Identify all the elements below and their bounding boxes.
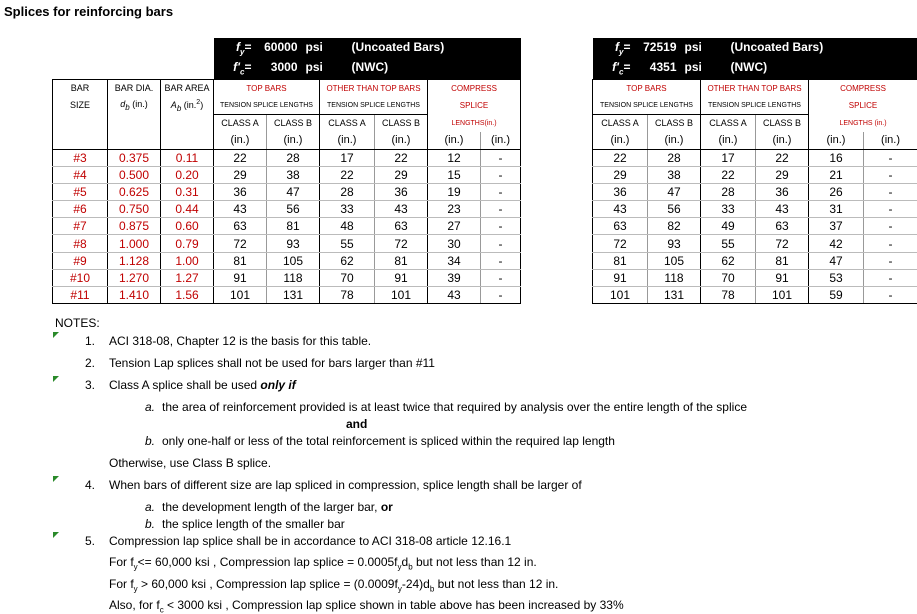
top-class-b-cell: 93 (267, 235, 320, 252)
other-class-a-cell: 22 (701, 167, 756, 184)
class-a-top: CLASS A (593, 115, 648, 133)
top-class-a-cell: 22 (593, 150, 648, 167)
bar-size-cell: #6 (53, 201, 108, 218)
table-row (593, 269, 917, 286)
other-class-b-cell: 81 (375, 252, 428, 269)
other-bars-header: OTHER THAN TOP BARS (701, 80, 809, 98)
compress-cell-2: - (864, 252, 917, 269)
note-5-line1: For $f_y<= 60,000$ ksi , Compression lap splice = $0.0005f_yd_b$ but not less than 12 in. (109, 555, 537, 571)
note-3: Class A splice shall be used only if (109, 378, 296, 392)
compress-cell: 23 (428, 201, 481, 218)
top-class-b-cell: 47 (267, 184, 320, 201)
compress-cell-2: - (481, 269, 521, 286)
compress-cell-2: - (864, 269, 917, 286)
class-a-top: CLASS A (214, 115, 267, 133)
bar-area-cell: 0.60 (161, 218, 214, 235)
note-2: Tension Lap splices shall not be used for bars larger than #11 (109, 356, 435, 370)
unit-in: (in.) (320, 132, 375, 150)
top-class-a-cell: 22 (214, 150, 267, 167)
table-row (53, 252, 521, 269)
table-row (593, 167, 917, 184)
bar-size-cell: #9 (53, 252, 108, 269)
note-3-and: and (346, 417, 367, 431)
class-b-top: CLASS B (648, 115, 701, 133)
top-class-a-cell: 72 (593, 235, 648, 252)
compress-cell-2: - (864, 286, 917, 303)
flag-icon (53, 376, 59, 382)
compress-cell: 15 (428, 167, 481, 184)
compress-splice-header: SPLICE (809, 97, 917, 115)
fc-header: $f'_c= 3000$ psi (NWC) (214, 59, 521, 80)
bar-size-cell: #8 (53, 235, 108, 252)
fc-header: $f'_c= 4351$ psi (NWC) (593, 59, 917, 80)
note-3b: only one-half or less of the total reinforcement is spliced within the required lap length (162, 434, 615, 448)
top-class-b-cell: 82 (648, 218, 701, 235)
bar-area-cell: 0.44 (161, 201, 214, 218)
table-row (593, 252, 917, 269)
compress-cell-2: - (481, 201, 521, 218)
class-a-other: CLASS A (320, 115, 375, 133)
note-letter: a. (145, 500, 155, 514)
note-4a: the development length of the larger bar, or (162, 500, 393, 514)
note-3-otherwise: Otherwise, use Class B splice. (109, 456, 271, 470)
table-row (53, 201, 521, 218)
compress-cell-2: - (481, 235, 521, 252)
page-title: Splices for reinforcing bars (4, 4, 173, 19)
bar-size-cell: #5 (53, 184, 108, 201)
other-class-b-cell: 81 (756, 252, 809, 269)
bar-size-cell: #7 (53, 218, 108, 235)
compress-cell: 34 (428, 252, 481, 269)
top-class-a-cell: 63 (214, 218, 267, 235)
table-row (53, 184, 521, 201)
note-5: Compression lap splice shall be in accordance to ACI 318-08 article 12.16.1 (109, 534, 511, 548)
other-class-a-cell: 70 (320, 269, 375, 286)
other-class-a-cell: 22 (320, 167, 375, 184)
top-class-b-cell: 47 (648, 184, 701, 201)
other-class-a-cell: 55 (701, 235, 756, 252)
bar-dia-cell: 1.410 (108, 286, 161, 303)
note-letter: b. (145, 517, 155, 531)
note-number: 4. (85, 478, 95, 492)
top-class-b-cell: 93 (648, 235, 701, 252)
col-dia-unit: $d_b$ (in.) (108, 97, 161, 115)
other-class-a-cell: 62 (701, 252, 756, 269)
other-class-a-cell: 33 (701, 201, 756, 218)
note-letter: a. (145, 400, 155, 414)
compress-cell-2: - (864, 150, 917, 167)
other-class-a-cell: 55 (320, 235, 375, 252)
other-class-a-cell: 33 (320, 201, 375, 218)
note-4b: the splice length of the smaller bar (162, 517, 345, 531)
top-class-a-cell: 43 (593, 201, 648, 218)
table-row (53, 269, 521, 286)
bar-dia-cell: 1.128 (108, 252, 161, 269)
table-row (53, 235, 521, 252)
compress-cell-2: - (481, 167, 521, 184)
compress-cell: 16 (809, 150, 864, 167)
flag-icon (53, 332, 59, 338)
top-class-b-cell: 118 (267, 269, 320, 286)
top-class-a-cell: 81 (214, 252, 267, 269)
other-class-b-cell: 101 (756, 286, 809, 303)
col-area-unit: $A_b$ (in.$^2$) (161, 97, 214, 115)
top-class-a-cell: 29 (214, 167, 267, 184)
compress-cell-2: - (481, 184, 521, 201)
top-class-a-cell: 91 (214, 269, 267, 286)
unit-in: (in.) (648, 132, 701, 150)
table-row (593, 150, 917, 167)
top-class-a-cell: 72 (214, 235, 267, 252)
top-bars-header: TOP BARS (214, 80, 320, 98)
compress-cell: 39 (428, 269, 481, 286)
compress-cell-2: - (481, 150, 521, 167)
top-bars-header: TOP BARS (593, 80, 701, 98)
top-class-b-cell: 38 (267, 167, 320, 184)
table-row (53, 150, 521, 167)
col-bar-header: BAR (53, 80, 108, 98)
compress-cell: 12 (428, 150, 481, 167)
splice-table-right (592, 38, 917, 304)
top-class-b-cell: 81 (267, 218, 320, 235)
bar-dia-cell: 0.875 (108, 218, 161, 235)
compress-cell: 27 (428, 218, 481, 235)
compress-cell: 42 (809, 235, 864, 252)
other-class-b-cell: 36 (756, 184, 809, 201)
note-5-line3: Also, for $f_c < 3000$ ksi , Compression lap splice shown in table above has been increased by 33% (109, 598, 624, 614)
compress-cell: 21 (809, 167, 864, 184)
top-class-b-cell: 38 (648, 167, 701, 184)
unit-in: (in.) (864, 132, 917, 150)
other-class-b-cell: 72 (756, 235, 809, 252)
table-row (593, 201, 917, 218)
compress-cell: 30 (428, 235, 481, 252)
compress-cell-2: - (481, 286, 521, 303)
splice-table-left (52, 38, 521, 304)
other-class-b-cell: 29 (756, 167, 809, 184)
bar-area-cell: 1.00 (161, 252, 214, 269)
compress-cell: 37 (809, 218, 864, 235)
compress-cell-2: - (864, 201, 917, 218)
flag-icon (53, 476, 59, 482)
other-class-a-cell: 17 (320, 150, 375, 167)
top-class-a-cell: 36 (593, 184, 648, 201)
note-number: 3. (85, 378, 95, 392)
top-class-b-cell: 131 (267, 286, 320, 303)
tension-splice-header-other: TENSION SPLICE LENGTHS (320, 97, 428, 115)
top-class-a-cell: 43 (214, 201, 267, 218)
unit-in: (in.) (481, 132, 521, 150)
other-bars-header: OTHER THAN TOP BARS (320, 80, 428, 98)
other-class-b-cell: 63 (756, 218, 809, 235)
note-5-line2: For $f_y > 60,000$ ksi , Compression lap splice = $(0.0009f_y-24)d_b$ but not less than 12 in. (109, 577, 558, 593)
other-class-b-cell: 43 (375, 201, 428, 218)
table-row (53, 218, 521, 235)
col-size-header: SIZE (53, 97, 108, 115)
compress-cell: 59 (809, 286, 864, 303)
note-3a: the area of reinforcement provided is at least twice that required by analysis over the entire length of the splice (162, 400, 747, 414)
bar-dia-cell: 1.000 (108, 235, 161, 252)
top-class-b-cell: 56 (648, 201, 701, 218)
table-row (53, 286, 521, 303)
fy-header: $f_y= 60000$ psi (Uncoated Bars) (214, 38, 521, 59)
top-class-a-cell: 101 (214, 286, 267, 303)
bar-size-cell: #10 (53, 269, 108, 286)
bar-size-cell: #11 (53, 286, 108, 303)
top-class-a-cell: 91 (593, 269, 648, 286)
tension-splice-header-top: TENSION SPLICE LENGTHS (214, 97, 320, 115)
flag-icon (53, 532, 59, 538)
compress-cell: 43 (428, 286, 481, 303)
bar-area-cell: 0.31 (161, 184, 214, 201)
other-class-b-cell: 72 (375, 235, 428, 252)
top-class-a-cell: 29 (593, 167, 648, 184)
tension-splice-header-other: TENSION SPLICE LENGTHS (701, 97, 809, 115)
other-class-b-cell: 43 (756, 201, 809, 218)
col-area-header: BAR AREA (161, 80, 214, 98)
compress-cell: 19 (428, 184, 481, 201)
compress-cell: 53 (809, 269, 864, 286)
note-number: 2. (85, 356, 95, 370)
bar-area-cell: 1.56 (161, 286, 214, 303)
bar-size-cell: #3 (53, 150, 108, 167)
table-row (593, 286, 917, 303)
table-row (593, 235, 917, 252)
bar-dia-cell: 0.750 (108, 201, 161, 218)
unit-in: (in.) (214, 132, 267, 150)
bar-dia-cell: 0.625 (108, 184, 161, 201)
note-letter: b. (145, 434, 155, 448)
col-dia-header: BAR DIA. (108, 80, 161, 98)
bar-dia-cell: 0.375 (108, 150, 161, 167)
compress-cell-2: - (864, 235, 917, 252)
note-number: 1. (85, 334, 95, 348)
other-class-a-cell: 70 (701, 269, 756, 286)
top-class-a-cell: 81 (593, 252, 648, 269)
other-class-a-cell: 78 (320, 286, 375, 303)
top-class-a-cell: 101 (593, 286, 648, 303)
other-class-a-cell: 49 (701, 218, 756, 235)
bar-size-cell: #4 (53, 167, 108, 184)
class-b-top: CLASS B (267, 115, 320, 133)
other-class-b-cell: 91 (756, 269, 809, 286)
compress-cell: 47 (809, 252, 864, 269)
notes-heading: NOTES: (55, 316, 100, 330)
bar-area-cell: 0.20 (161, 167, 214, 184)
unit-in: (in.) (701, 132, 756, 150)
other-class-a-cell: 78 (701, 286, 756, 303)
top-class-b-cell: 118 (648, 269, 701, 286)
compress-cell-2: - (864, 167, 917, 184)
other-class-b-cell: 36 (375, 184, 428, 201)
class-b-other: CLASS B (375, 115, 428, 133)
compress-lengths-header: LENGTHS (in.) (809, 115, 917, 133)
compress-header: COMPRESS (809, 80, 917, 98)
fy-header: $f_y= 72519$ psi (Uncoated Bars) (593, 38, 917, 59)
unit-in: (in.) (267, 132, 320, 150)
table-row (53, 167, 521, 184)
compress-cell: 26 (809, 184, 864, 201)
note-4: When bars of different size are lap spliced in compression, splice length shall be larger of (109, 478, 582, 492)
unit-in: (in.) (375, 132, 428, 150)
top-class-b-cell: 28 (648, 150, 701, 167)
other-class-a-cell: 28 (320, 184, 375, 201)
other-class-a-cell: 17 (701, 150, 756, 167)
other-class-a-cell: 48 (320, 218, 375, 235)
other-class-b-cell: 63 (375, 218, 428, 235)
bar-dia-cell: 0.500 (108, 167, 161, 184)
note-number: 5. (85, 534, 95, 548)
compress-cell-2: - (481, 218, 521, 235)
other-class-a-cell: 62 (320, 252, 375, 269)
compress-cell-2: - (481, 252, 521, 269)
unit-in: (in.) (593, 132, 648, 150)
other-class-b-cell: 29 (375, 167, 428, 184)
other-class-b-cell: 22 (375, 150, 428, 167)
table-row (593, 218, 917, 235)
compress-lengths-header: LENGTHS(in.) (428, 115, 521, 133)
compress-cell-2: - (864, 218, 917, 235)
other-class-b-cell: 91 (375, 269, 428, 286)
class-b-other: CLASS B (756, 115, 809, 133)
table-row (593, 184, 917, 201)
top-class-b-cell: 131 (648, 286, 701, 303)
top-class-b-cell: 56 (267, 201, 320, 218)
other-class-b-cell: 101 (375, 286, 428, 303)
compress-header: COMPRESS (428, 80, 521, 98)
notes-section (0, 316, 917, 612)
unit-in: (in.) (809, 132, 864, 150)
other-class-a-cell: 28 (701, 184, 756, 201)
top-class-a-cell: 36 (214, 184, 267, 201)
bar-area-cell: 1.27 (161, 269, 214, 286)
compress-cell-2: - (864, 184, 917, 201)
tension-splice-header-top: TENSION SPLICE LENGTHS (593, 97, 701, 115)
bar-area-cell: 0.79 (161, 235, 214, 252)
top-class-b-cell: 28 (267, 150, 320, 167)
note-1: ACI 318-08, Chapter 12 is the basis for this table. (109, 334, 371, 348)
unit-in: (in.) (428, 132, 481, 150)
compress-splice-header: SPLICE (428, 97, 521, 115)
compress-cell: 31 (809, 201, 864, 218)
top-class-b-cell: 105 (648, 252, 701, 269)
bar-dia-cell: 1.270 (108, 269, 161, 286)
top-class-b-cell: 105 (267, 252, 320, 269)
bar-area-cell: 0.11 (161, 150, 214, 167)
other-class-b-cell: 22 (756, 150, 809, 167)
class-a-other: CLASS A (701, 115, 756, 133)
unit-in: (in.) (756, 132, 809, 150)
top-class-a-cell: 63 (593, 218, 648, 235)
